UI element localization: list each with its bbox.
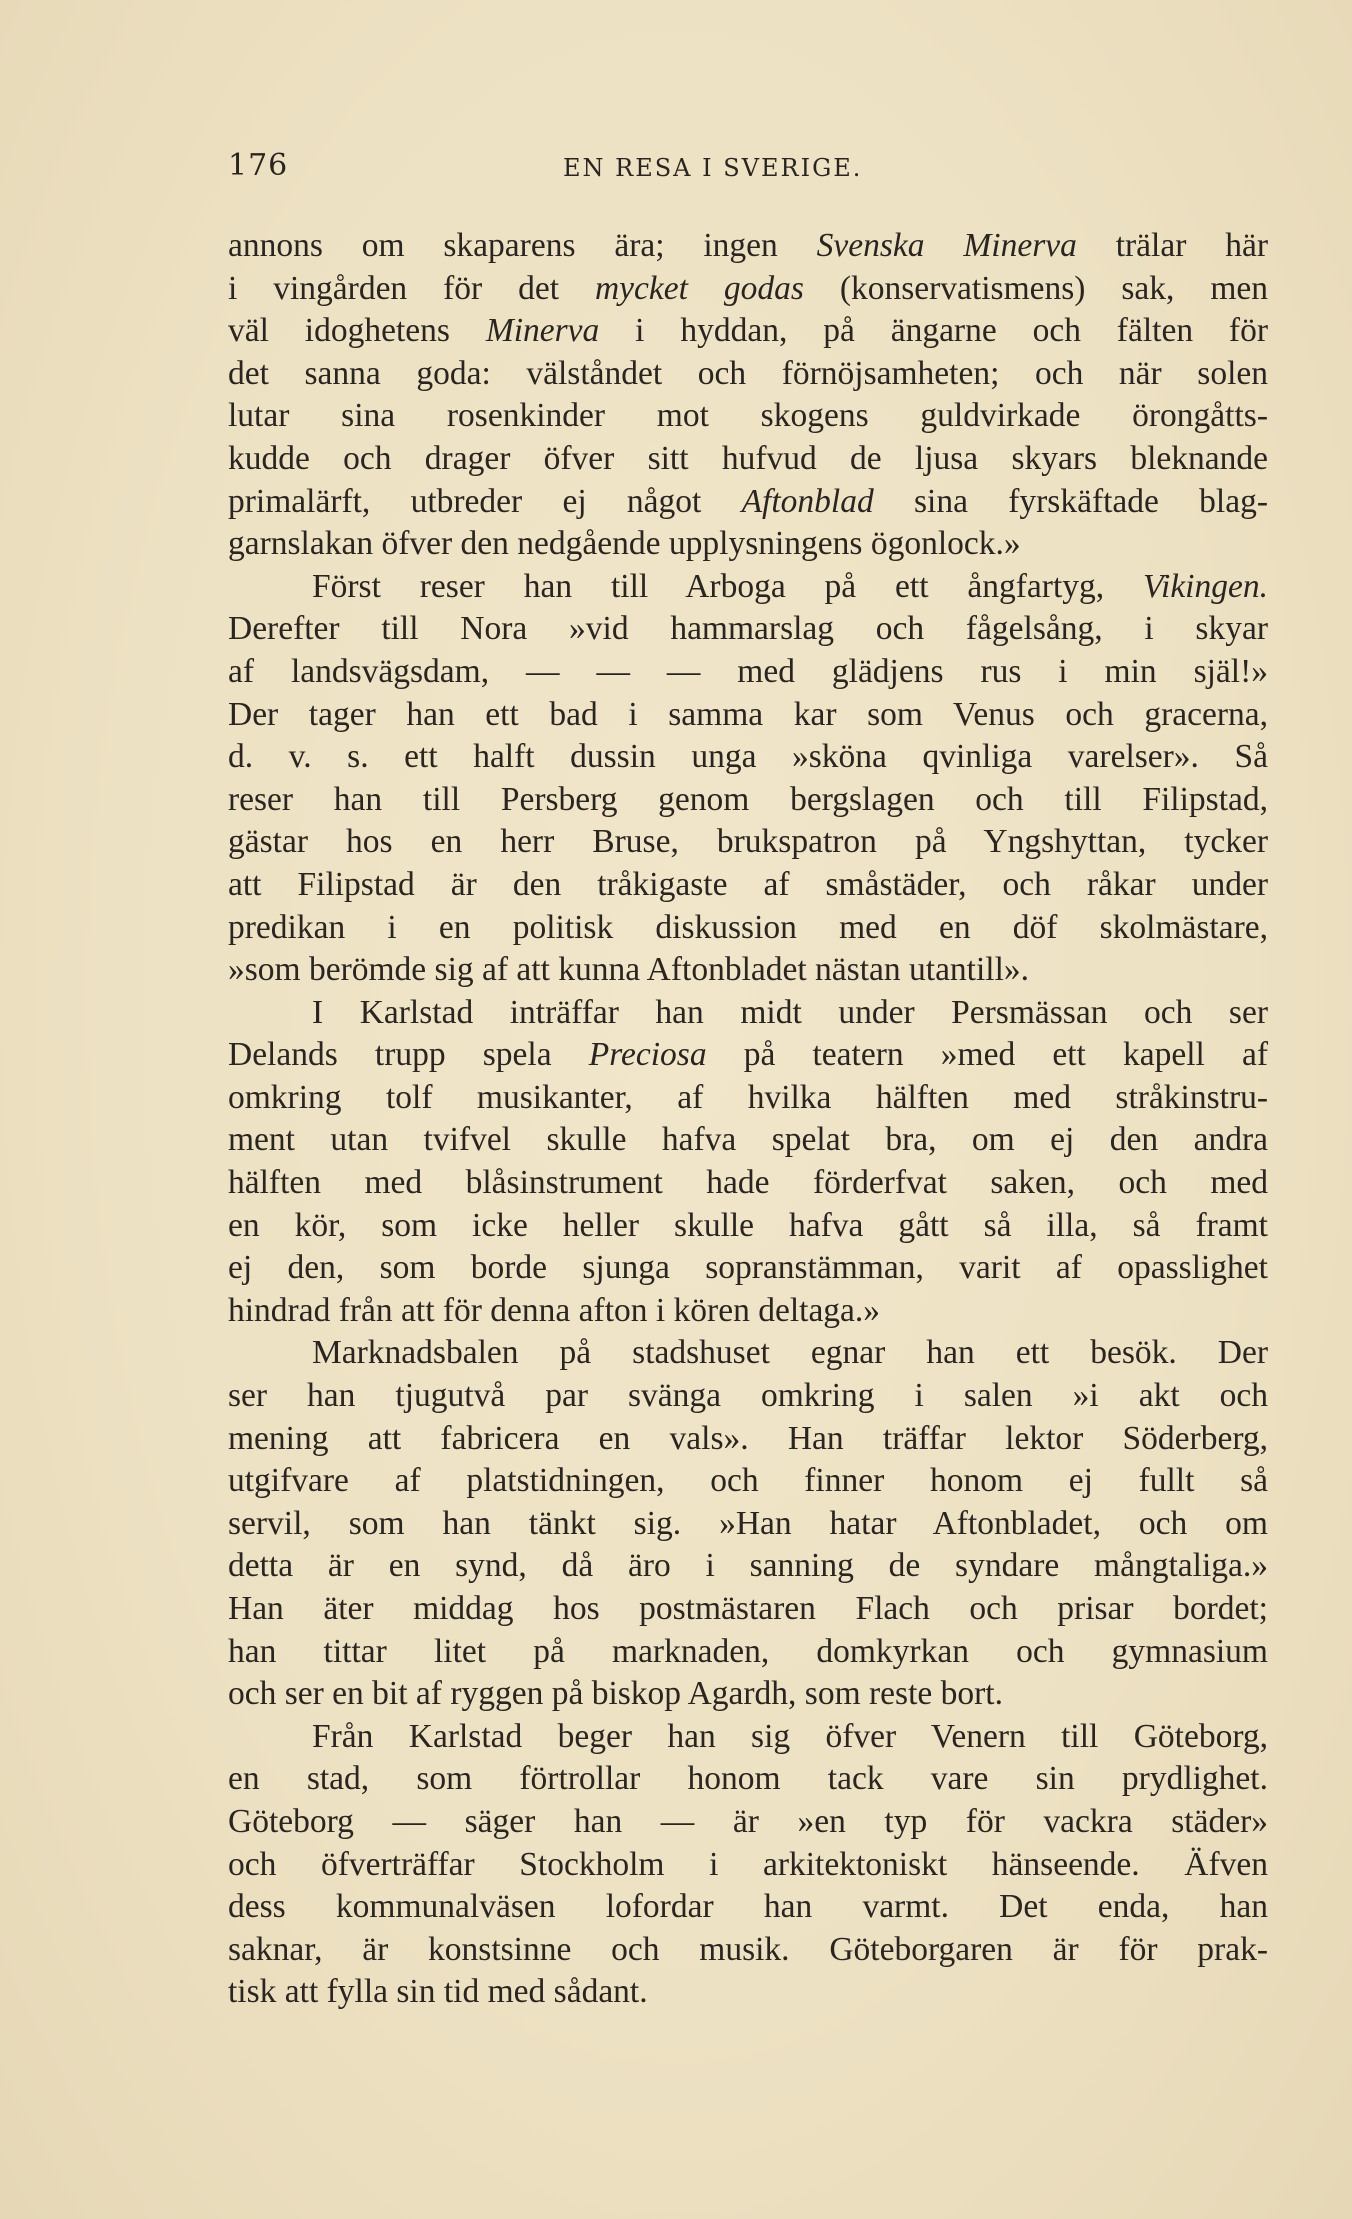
- text-line: [228, 353, 1268, 396]
- text-line: [228, 1716, 1268, 1759]
- text-line: [228, 1119, 1268, 1162]
- text-line: [228, 1503, 1268, 1546]
- text-line: [228, 481, 1268, 524]
- text-run: hindrad från att för denna afton i kören deltaga.»: [228, 1291, 881, 1329]
- text-line: [228, 779, 1268, 822]
- text-line: [228, 1375, 1268, 1418]
- text-run: reser han till Persberg genom bergslagen och till Filipstad,: [228, 780, 1268, 818]
- text-line: [228, 1758, 1268, 1801]
- text-line: [228, 736, 1268, 779]
- text-line: [228, 1460, 1268, 1503]
- text-line: [228, 821, 1268, 864]
- text-run: att Filipstad är den tråkigaste af småstäder, och råkar under: [228, 865, 1268, 903]
- text-run: d. v. s. ett halft dussin unga »sköna qvinliga varelser». Så: [228, 738, 1268, 776]
- text-run: en stad, som förtrollar honom tack vare sin prydlighet.: [228, 1760, 1268, 1798]
- text-run: lutar sina rosenkinder mot skogens guldvirkade örongåtts-: [228, 397, 1268, 435]
- body-text: [228, 225, 1268, 2014]
- text-line: [228, 1929, 1268, 1972]
- text-run: väl idoghetens: [228, 312, 486, 350]
- text-run: och ser en bit af ryggen på biskop Agardh, som reste bort.: [228, 1675, 1003, 1713]
- text-run: af landsvägsdam, — — — med glädjens rus i min själ!»: [228, 652, 1268, 690]
- text-run: i vingården för det: [228, 269, 595, 307]
- text-run: mening att fabricera en vals». Han träffar lektor Söderberg,: [228, 1419, 1268, 1457]
- text-line: [228, 1162, 1268, 1205]
- text-line: [228, 1886, 1268, 1929]
- text-line: [228, 1205, 1268, 1248]
- text-line: [228, 310, 1268, 353]
- text-run: sina fyrskäftade blag-: [873, 482, 1268, 520]
- text-line: [228, 1588, 1268, 1631]
- text-run: i hyddan, på ängarne och fälten för: [599, 312, 1268, 350]
- text-run: utgifvare af platstidningen, och finner honom ej fullt så: [228, 1462, 1268, 1500]
- text-line: [228, 1034, 1268, 1077]
- text-run: Derefter till Nora »vid hammarslag och fågelsång, i skyar: [228, 610, 1268, 648]
- page-number: 176: [228, 148, 289, 183]
- italic-text: Aftonblad: [741, 482, 874, 520]
- text-run: en kör, som icke heller skulle hafva gått så illa, så framt: [228, 1206, 1268, 1244]
- text-run: omkring tolf musikanter, af hvilka hälften med stråkinstru-: [228, 1078, 1268, 1116]
- text-run: detta är en synd, då äro i sanning de syndare mångtaliga.»: [228, 1547, 1268, 1585]
- text-run: det sanna goda: välståndet och förnöjsamheten; och när solen: [228, 354, 1268, 392]
- italic-text: Minerva: [485, 312, 600, 350]
- text-run: ment utan tvifvel skulle hafva spelat bra, om ej den andra: [228, 1121, 1268, 1159]
- text-run: gästar hos en herr Bruse, brukspatron på Yngshyttan, tycker: [228, 823, 1268, 861]
- text-run: Han äter middag hos postmästaren Flach och prisar bordet;: [228, 1590, 1268, 1627]
- text-line: [228, 395, 1268, 438]
- text-run: annons om skaparens ära; ingen: [228, 227, 817, 264]
- text-run: Från Karlstad beger han sig öfver Venern till Göteborg,: [312, 1717, 1268, 1755]
- text-line: [228, 225, 1268, 268]
- text-line: [228, 1247, 1268, 1290]
- italic-text: Preciosa: [588, 1036, 707, 1074]
- text-line: [228, 907, 1268, 950]
- text-run: servil, som han tänkt sig. »Han hatar Aftonbladet, och om: [228, 1504, 1268, 1542]
- text-line: [228, 1077, 1268, 1120]
- text-line: [228, 1844, 1268, 1887]
- text-run: trälar här: [1076, 227, 1268, 264]
- text-run: garnslakan öfver den nedgående upplysningens ögonlock.»: [228, 525, 1021, 563]
- text-line: [228, 864, 1268, 907]
- text-line: [228, 992, 1268, 1035]
- text-line: [228, 608, 1268, 651]
- text-run: och öfverträffar Stockholm i arkitektoniskt hänseende. Äfven: [228, 1845, 1268, 1883]
- text-run: ej den, som borde sjunga sopranstämman, varit af opasslighet: [228, 1249, 1268, 1287]
- text-run: Der tager han ett bad i samma kar som Venus och gracerna,: [228, 695, 1268, 733]
- text-run: Delands trupp spela: [228, 1036, 589, 1074]
- text-line: [228, 566, 1268, 609]
- text-line: [228, 1801, 1268, 1844]
- text-run: hälften med blåsinstrument hade förderfvat saken, och med: [228, 1164, 1268, 1202]
- text-line: [228, 1631, 1268, 1674]
- text-line: [228, 268, 1268, 311]
- text-run: tisk att fylla sin tid med sådant.: [228, 1973, 648, 2011]
- text-run: ser han tjugutvå par svänga omkring i salen »i akt och: [228, 1377, 1268, 1415]
- italic-text: mycket godas: [594, 269, 804, 307]
- text-line: [228, 1545, 1268, 1588]
- text-run: (konservatismens) sak, men: [803, 269, 1268, 307]
- text-run: han tittar litet på marknaden, domkyrkan och gymnasium: [228, 1632, 1268, 1670]
- text-run: på teatern »med ett kapell af: [706, 1036, 1268, 1074]
- text-line: [228, 1971, 1268, 2014]
- text-line: [228, 1332, 1268, 1375]
- text-run: Först reser han till Arboga på ett ångfartyg,: [312, 567, 1144, 605]
- page-header: [228, 148, 1268, 198]
- text-line: [228, 1673, 1268, 1716]
- text-run: predikan i en politisk diskussion med en döf skolmästare,: [228, 908, 1268, 946]
- text-run: primalärft, utbreder ej något: [228, 482, 742, 520]
- italic-text: Svenska Minerva: [816, 227, 1077, 264]
- running-title: EN RESA I SVERIGE.: [563, 154, 863, 182]
- text-run: saknar, är konstsinne och musik. Göteborgaren är för prak-: [228, 1930, 1268, 1968]
- text-line: [228, 949, 1268, 992]
- text-line: [228, 438, 1268, 481]
- text-run: I Karlstad inträffar han midt under Persmässan och ser: [312, 993, 1268, 1031]
- text-run: Göteborg — säger han — är »en typ för vackra städer»: [228, 1802, 1268, 1840]
- text-line: [228, 1418, 1268, 1461]
- text-line: [228, 694, 1268, 737]
- text-run: kudde och drager öfver sitt hufvud de ljusa skyars bleknande: [228, 439, 1268, 477]
- text-line: [228, 523, 1268, 566]
- text-line: [228, 1290, 1268, 1333]
- text-run: »som berömde sig af att kunna Aftonbladet nästan utantill».: [228, 951, 1030, 989]
- text-run: Marknadsbalen på stadshuset egnar han ett besök. Der: [312, 1334, 1268, 1372]
- italic-text: Vikingen.: [1143, 567, 1268, 605]
- text-line: [228, 651, 1268, 694]
- text-run: dess kommunalväsen lofordar han varmt. Det enda, han: [228, 1888, 1268, 1926]
